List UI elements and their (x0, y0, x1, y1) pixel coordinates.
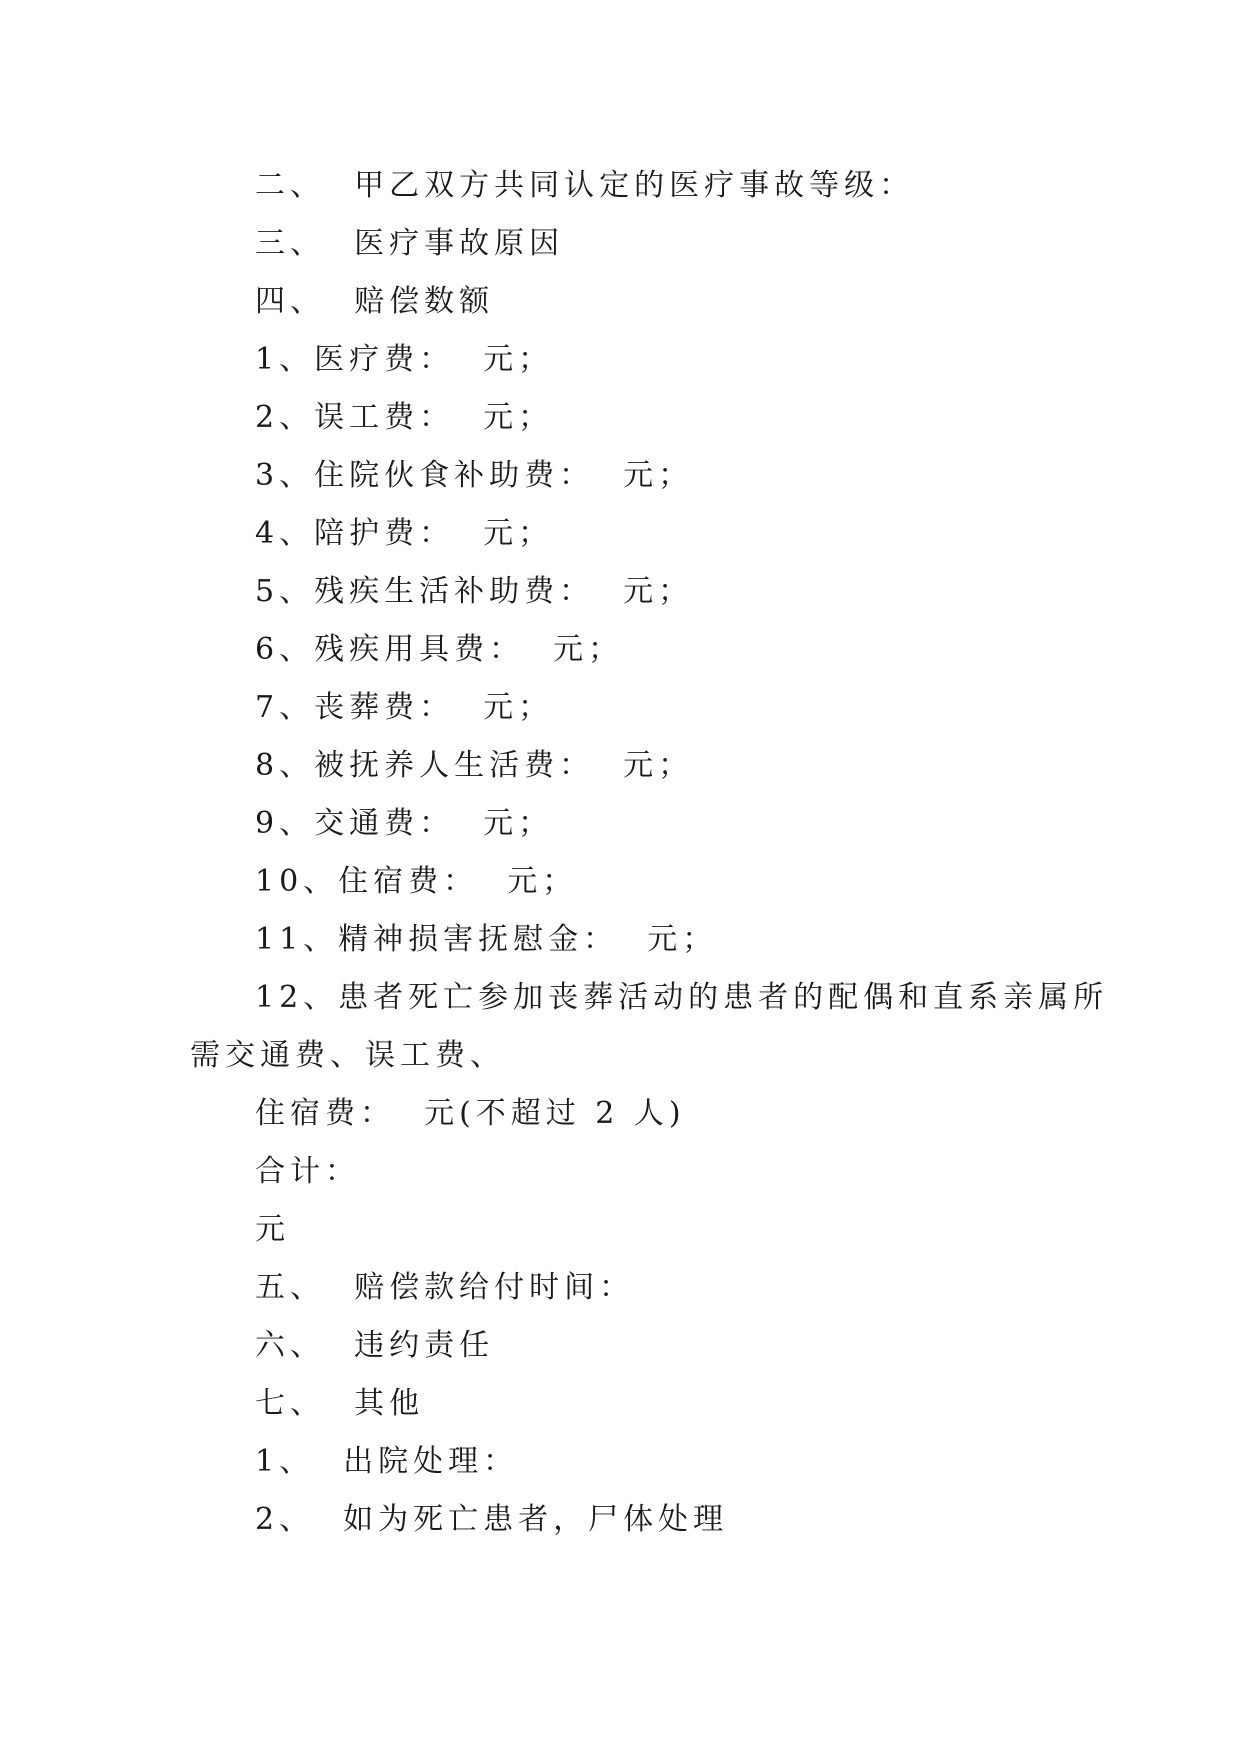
compensation-item-12-lodging: 住宿费： 元(不超过 2 人) (255, 1096, 686, 1131)
compensation-item-5: 5、残疾生活补助费： 元； (255, 574, 694, 609)
section-3-heading: 三、 医疗事故原因 (255, 226, 565, 261)
compensation-item-8: 8、被抚养人生活费： 元； (255, 748, 694, 783)
other-item-1: 1、 出院处理： (255, 1444, 519, 1479)
compensation-item-4: 4、陪护费： 元； (255, 516, 554, 551)
section-5-heading: 五、 赔偿款给付时间： (255, 1270, 635, 1305)
compensation-item-10: 10、住宿费： 元； (255, 864, 578, 899)
section-4-heading: 四、 赔偿数额 (255, 284, 495, 319)
total-unit: 元 (255, 1212, 290, 1247)
compensation-item-9: 9、交通费： 元； (255, 806, 554, 841)
compensation-item-7: 7、丧葬费： 元； (255, 690, 554, 725)
other-item-2: 2、 如为死亡患者，尸体处理 (255, 1502, 729, 1537)
compensation-item-12: 12、患者死亡参加丧葬活动的患者的配偶和直系亲属所 (255, 980, 1109, 1015)
compensation-item-11: 11、精神损害抚慰金： 元； (255, 922, 718, 957)
compensation-item-2: 2、误工费： 元； (255, 400, 554, 435)
section-6-heading: 六、 违约责任 (255, 1328, 495, 1363)
compensation-item-6: 6、残疾用具费： 元； (255, 632, 624, 667)
compensation-item-3: 3、住院伙食补助费： 元； (255, 458, 694, 493)
compensation-item-1: 1、医疗费： 元； (255, 342, 554, 377)
section-7-heading: 七、 其他 (255, 1386, 425, 1421)
total-label: 合计： (255, 1154, 360, 1189)
section-2-heading: 二、 甲乙双方共同认定的医疗事故等级： (255, 168, 915, 203)
compensation-item-12-continued: 需交通费、误工费、 (190, 1038, 505, 1073)
